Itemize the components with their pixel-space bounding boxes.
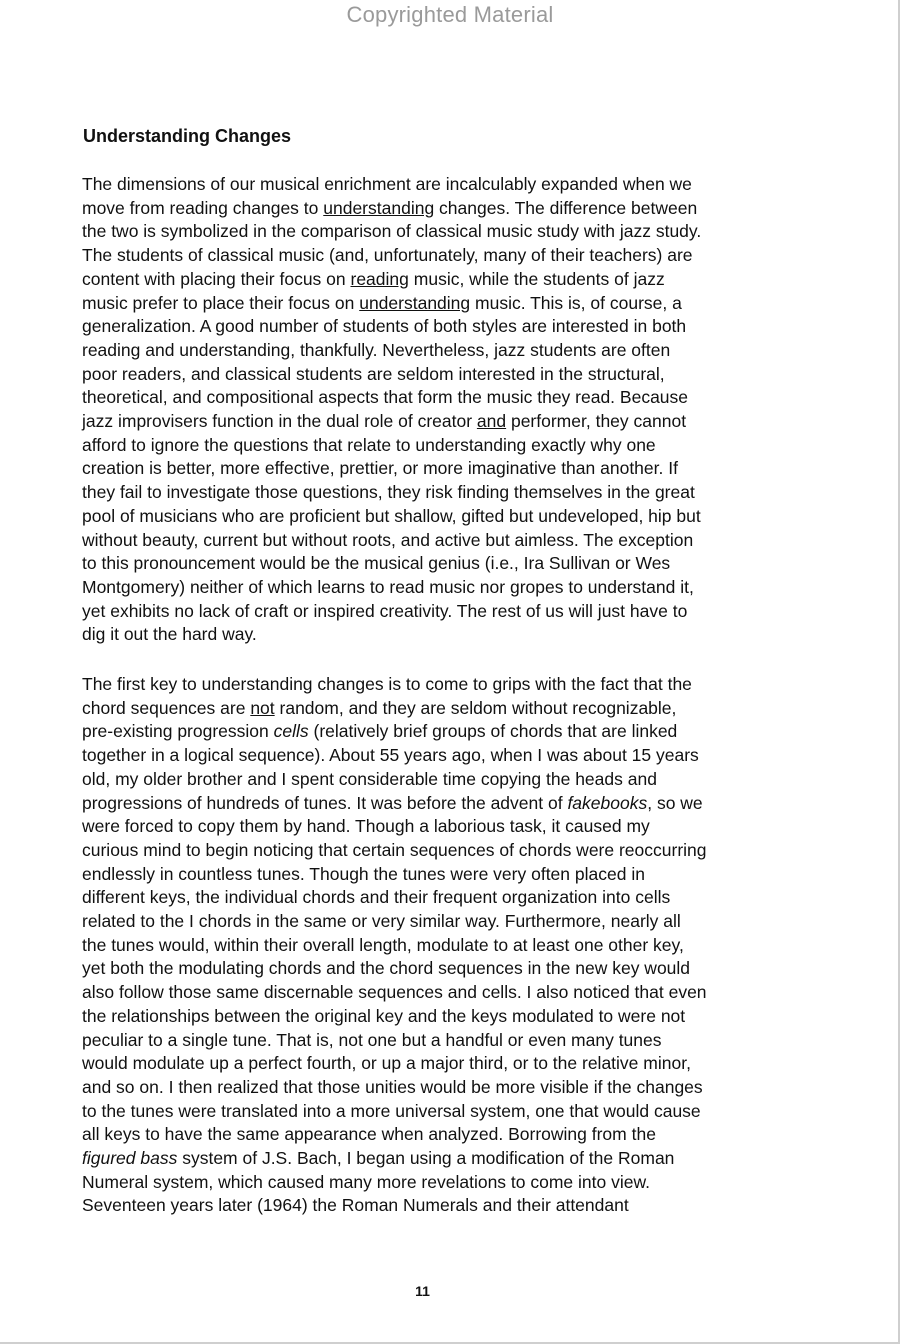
- text-segment: poor readers, and classical students are seldom interested in the structural,: [82, 363, 665, 384]
- text-segment: Numeral system, which caused many more revelations to come into view.: [82, 1171, 651, 1192]
- text-segment: to the tunes were translated into a more universal system, one that would cause: [82, 1100, 701, 1121]
- italic-text: figured bass: [82, 1148, 178, 1169]
- text-line: [82, 957, 772, 981]
- text-segment: pool of musicians who are proficient but shallow, gifted but undeveloped, hip but: [82, 505, 701, 526]
- text-line: [82, 768, 772, 792]
- text-line: [82, 673, 772, 697]
- text-segment: afford to ignore the questions that relate to understanding exactly why one: [82, 434, 656, 455]
- text-segment: peculiar to a single tune. That is, not one but a handful or even many tunes: [82, 1029, 662, 1050]
- text-line: [82, 529, 772, 553]
- text-line: [82, 339, 772, 363]
- text-segment: (relatively brief groups of chords that are linked: [308, 721, 678, 742]
- text-line: [82, 1123, 772, 1147]
- text-segment: generalization. A good number of students of both styles are interested in both: [82, 316, 687, 337]
- text-segment: to this pronouncement would be the musical genius (i.e., Ira Sullivan or Wes: [82, 553, 671, 574]
- underlined-text: understanding: [359, 292, 471, 313]
- text-segment: changes. The difference between: [434, 197, 698, 218]
- text-segment: The dimensions of our musical enrichment are incalculably expanded when we: [82, 174, 692, 194]
- paragraph-1: [82, 173, 772, 647]
- text-segment: they fail to investigate those questions, they risk finding themselves in the great: [82, 482, 695, 503]
- text-line: [82, 815, 772, 839]
- text-line: [82, 292, 772, 316]
- text-segment: The students of classical music (and, unfortunately, many of their teachers) are: [82, 245, 693, 266]
- text-line: [82, 410, 772, 434]
- italic-text: fakebooks: [567, 792, 648, 813]
- italic-text: cells: [273, 721, 309, 742]
- text-line: [82, 863, 772, 887]
- text-segment: endlessly in countless tunes. Though the tunes were very often placed in: [82, 863, 645, 884]
- text-segment: the tunes would, within their overall length, modulate to at least one other key,: [82, 934, 684, 955]
- text-segment: reading and understanding, thankfully. Nevertheless, jazz students are often: [82, 339, 671, 360]
- text-segment: music. This is, of course, a: [470, 292, 682, 313]
- text-segment: move from reading changes to: [82, 197, 324, 218]
- text-line: [82, 1100, 772, 1124]
- text-line: [82, 173, 772, 197]
- text-segment: together in a logical sequence). About 55 years ago, when I was about 15 years: [82, 745, 699, 766]
- text-segment: also follow those same discernable sequences and cells. I also noticed that even: [82, 982, 707, 1003]
- text-line: [82, 1147, 772, 1171]
- text-segment: jazz improvisers function in the dual role of creator: [82, 411, 477, 432]
- text-segment: content with placing their focus on: [82, 268, 351, 289]
- text-line: [82, 434, 772, 458]
- text-segment: related to the I chords in the same or very similar way. Furthermore, nearly all: [82, 911, 681, 932]
- text-line: [82, 268, 772, 292]
- text-line: [82, 623, 772, 647]
- text-line: [82, 244, 772, 268]
- underlined-text: reading: [350, 268, 409, 289]
- text-line: [82, 981, 772, 1005]
- text-segment: yet both the modulating chords and the chord sequences in the new key would: [82, 958, 691, 979]
- text-segment: and so on. I then realized that those unities would be more visible if the changes: [82, 1076, 703, 1097]
- watermark-text: Copyrighted Material: [346, 2, 554, 27]
- text-segment: the two is symbolized in the comparison of classical music study with jazz study.: [82, 221, 702, 242]
- text-line: [82, 552, 772, 576]
- text-line: [82, 576, 772, 600]
- text-line: [82, 1052, 772, 1076]
- text-segment: were forced to copy them by hand. Though a laborious task, it caused my: [82, 816, 650, 837]
- text-segment: yet exhibits no lack of craft or inspired creativity. The rest of us will just have to: [82, 600, 688, 621]
- text-line: [82, 744, 772, 768]
- text-line: [82, 839, 772, 863]
- text-segment: creation is better, more effective, prettier, or more imaginative than another. If: [82, 458, 678, 479]
- text-segment: theoretical, and compositional aspects that form the music they read. Because: [82, 387, 689, 408]
- text-line: [82, 934, 772, 958]
- text-line: [82, 197, 772, 221]
- page-number: 11: [415, 1283, 430, 1299]
- text-segment: music, while the students of jazz: [408, 268, 665, 289]
- underlined-text: and: [476, 411, 507, 432]
- text-line: [82, 600, 772, 624]
- underlined-text: understanding: [323, 197, 435, 218]
- text-line: [82, 315, 772, 339]
- text-segment: music prefer to place their focus on: [82, 292, 360, 313]
- text-segment: chord sequences are: [82, 697, 251, 718]
- text-line: [82, 1076, 772, 1100]
- text-segment: curious mind to begin noticing that certain sequences of chords were reoccurring: [82, 839, 707, 860]
- text-line: [82, 910, 772, 934]
- text-segment: , so we: [647, 792, 703, 813]
- text-line: [82, 1171, 772, 1195]
- text-line: [82, 481, 772, 505]
- section-heading: Understanding Changes: [83, 126, 292, 146]
- text-line: [82, 457, 772, 481]
- paragraph-2: [82, 673, 772, 1218]
- text-segment: Seventeen years later (1964) the Roman Numerals and their attendant: [82, 1195, 629, 1216]
- text-line: [82, 886, 772, 910]
- text-line: [82, 220, 772, 244]
- text-segment: progressions of hundreds of tunes. It was before the advent of: [82, 792, 568, 813]
- text-line: [82, 505, 772, 529]
- text-segment: system of J.S. Bach, I began using a modification of the Roman: [177, 1148, 675, 1169]
- text-segment: performer, they cannot: [506, 411, 687, 432]
- text-segment: The first key to understanding changes is to come to grips with the fact that the: [82, 674, 692, 694]
- text-segment: Montgomery) neither of which learns to read music nor gropes to understand it,: [82, 576, 694, 597]
- text-segment: old, my older brother and I spent considerable time copying the heads and: [82, 768, 657, 789]
- text-segment: without beauty, current but without roots, and active but aimless. The exception: [82, 529, 694, 550]
- text-line: [82, 1194, 772, 1218]
- text-segment: pre-existing progression: [82, 721, 274, 742]
- text-line: [82, 720, 772, 744]
- text-segment: dig it out the hard way.: [82, 624, 257, 645]
- text-line: [82, 1005, 772, 1029]
- text-line: [82, 697, 772, 721]
- text-line: [82, 363, 772, 387]
- text-segment: different keys, the individual chords and their frequent organization into cells: [82, 887, 671, 908]
- text-segment: the relationships between the original key and the keys modulated to were not: [82, 1005, 686, 1026]
- text-segment: would modulate up a perfect fourth, or up a major third, or to the relative minor,: [82, 1053, 691, 1074]
- text-segment: all keys to have the same appearance when analyzed. Borrowing from the: [82, 1124, 656, 1145]
- underlined-text: not: [250, 697, 275, 718]
- text-line: [82, 1029, 772, 1053]
- text-line: [82, 386, 772, 410]
- text-segment: random, and they are seldom without recognizable,: [274, 697, 677, 718]
- text-line: [82, 792, 772, 816]
